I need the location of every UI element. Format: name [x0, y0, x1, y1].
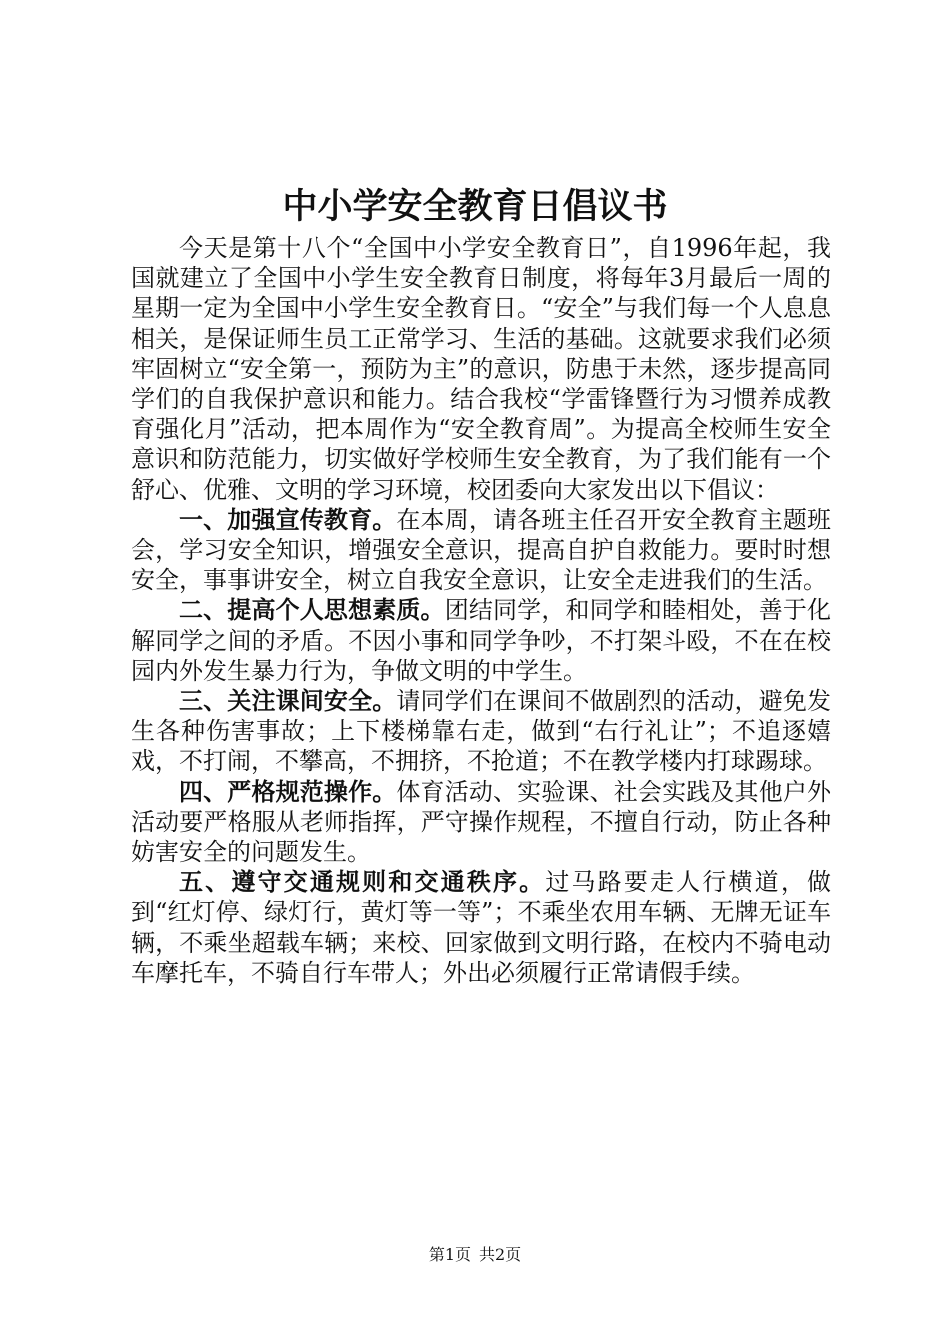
page-number: 第1页: [428, 1245, 471, 1264]
item-heading: 一、加强宣传教育。: [179, 504, 397, 534]
item-heading: 二、提高个人思想素质。: [179, 595, 445, 625]
item-paragraph-1: [131, 505, 831, 596]
item-heading: 五、遵守交通规则和交通秩序。: [179, 867, 546, 897]
item-paragraph-2: [131, 595, 831, 686]
page-total: 共2页: [479, 1245, 522, 1264]
item-heading: 三、关注课间安全。: [179, 686, 397, 716]
page-footer: [0, 1244, 950, 1266]
item-heading: 四、严格规范操作。: [179, 776, 397, 806]
item-text: 团结同学，和同学和睦相处，善于化解同学之间的矛盾。不因小事和同学争吵，不打架斗殴，不在在校园内外发生暴力行为，争做文明的中学生。: [131, 596, 832, 685]
item-text: 请同学们在课间不做剧烈的活动，避免发生各种伤害事故；上下楼梯靠右走，做到“右行礼让”；不追逐嬉戏，不打闹，不攀高，不拥挤，不抢道；不在教学楼内打球踢球。: [131, 687, 832, 776]
intro-paragraph: 今天是第十八个“全国中小学安全教育日”，自1996年起，我国就建立了全国中小学生安全教育日制度，将每年3月最后一周的星期一定为全国中小学生安全教育日。“安全”与我们每一个人息息相关，是保证师生员工正常学习、生活的基础。这就要求我们必须牢固树立“安全第一，预防为主”的意识，防患于未然，逐步提高同学们的自我保护意识和能力。结合我校“学雷锋暨行为习惯养成教育强化月”活动，把本周作为“安全教育周”。为提高全校师生安全意识和防范能力，切实做好学校师生安全教育，为了我们能有一个舒心、优雅、文明的学习环境，校团委向大家发出以下倡议：: [131, 234, 831, 504]
item-paragraph-5: [131, 867, 831, 988]
document-body: [131, 233, 831, 988]
item-paragraph-4: [131, 777, 831, 868]
item-text: 在本周，请各班主任召开安全教育主题班会，学习安全知识，增强安全意识，提高自护自救能力。要时时想安全，事事讲安全，树立自我安全意识，让安全走进我们的生活。: [131, 505, 832, 595]
item-paragraph-3: [131, 686, 831, 777]
document-title: 中小学安全教育日倡议书: [282, 186, 668, 227]
item-text: 过马路要走人行横道，做到“红灯停、绿灯行，黄灯等一等”；不乘坐农用车辆、无牌无证车辆，不乘坐超载车辆；来校、回家做到文明行路，在校内不骑电动车摩托车，不骑自行车带人；外出必须履行正常请假手续。: [131, 868, 832, 987]
item-text: 体育活动、实验课、社会实践及其他户外活动要严格服从老师指挥，严守操作规程，不擅自行动，防止各种妨害安全的问题发生。: [131, 777, 832, 867]
